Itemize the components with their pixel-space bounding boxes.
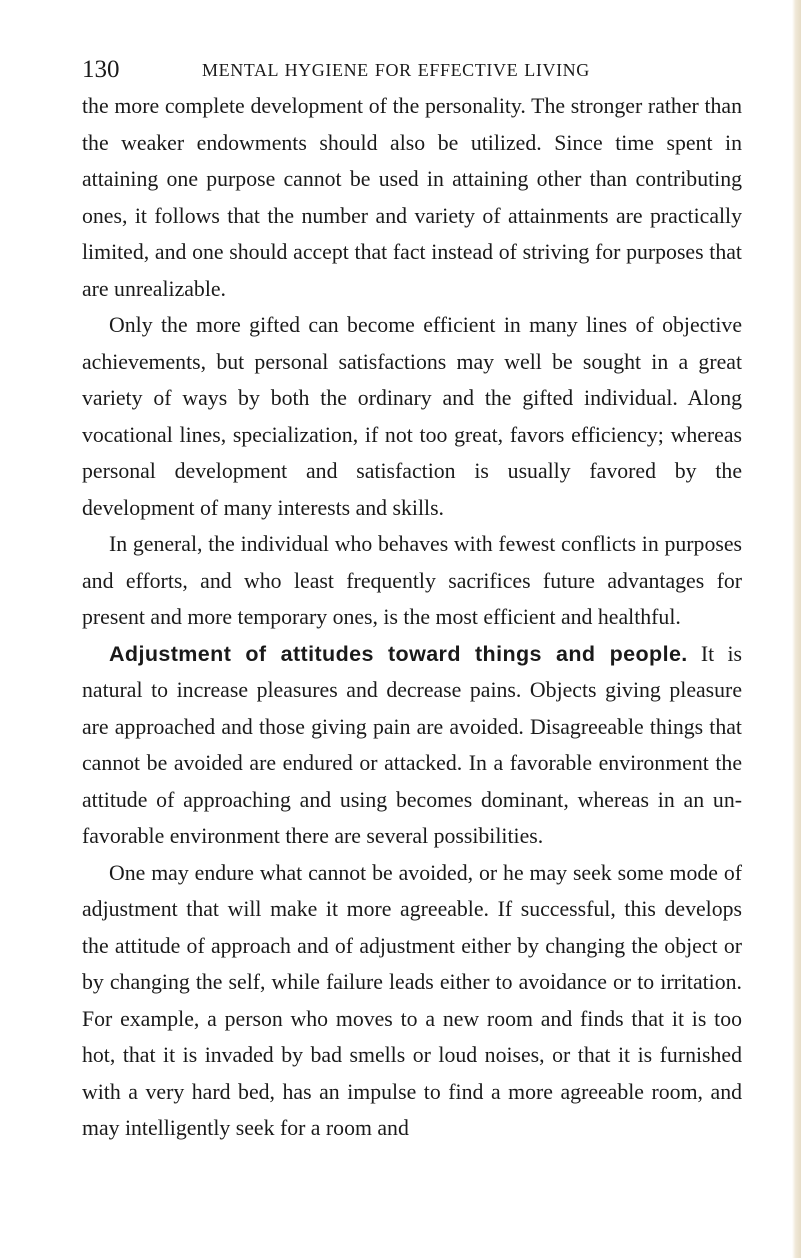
page-number: 130 xyxy=(82,56,120,83)
paragraph-1: the more complete development of the personality. The stronger rather than the weaker endowments should also be utilized. Since time spent in attaining one purpose cannot be used in attaining other than contributing ones, it follows that the number and variety of attainments are practically limited, and one should accept that fact instead of striving for purposes that are unrealizable. xyxy=(82,94,742,301)
page-edge xyxy=(792,0,801,1258)
section-heading: Adjustment of attitudes toward things and people. xyxy=(109,641,688,666)
paragraph-4-text: It is natural to increase pleasures and decrease pains. Objects giving pleasure are approached and those giving pain are avoided. Disagreeable things that cannot be avoided are endured or attacked. In a favorable environment the attitude of approaching and using becomes dominant, whereas in an unfavorable environment there are several possibilities. xyxy=(82,641,742,848)
page-header xyxy=(82,54,742,90)
paragraph-5: One may endure what cannot be avoided, or he may seek some mode of adjustment that will make it more agreeable. If successful, this develops the attitude of approach and of adjustment either by changing the object or by changing the self, while failure leads either to avoidance or to irritation. For example, a person who moves to a new room and finds that it is too hot, that it is invaded by bad smells or loud noises, or that it is furnished with a very hard bed, has an impulse to find a more agreeable room, and may intelligently seek for a room and xyxy=(82,860,742,1140)
running-head: MENTAL HYGIENE FOR EFFECTIVE LIVING xyxy=(202,60,590,80)
body-text xyxy=(82,88,742,1147)
paragraph-3: In general, the individual who behaves with fewest conflicts in purposes and efforts, and who least frequently sacrifices future advantages for present and more temporary ones, is the most efficient and healthful. xyxy=(82,532,742,629)
paragraph-2: Only the more gifted can become efficient in many lines of objective achievements, but personal satisfactions may well be sought in a great variety of ways by both the ordinary and the gifted individual. Along vocational lines, specialization, if not too great, favors efficiency; whereas personal development and satisfaction is usually favored by the development of many interests and skills. xyxy=(82,313,742,520)
paragraph-4 xyxy=(82,636,742,855)
